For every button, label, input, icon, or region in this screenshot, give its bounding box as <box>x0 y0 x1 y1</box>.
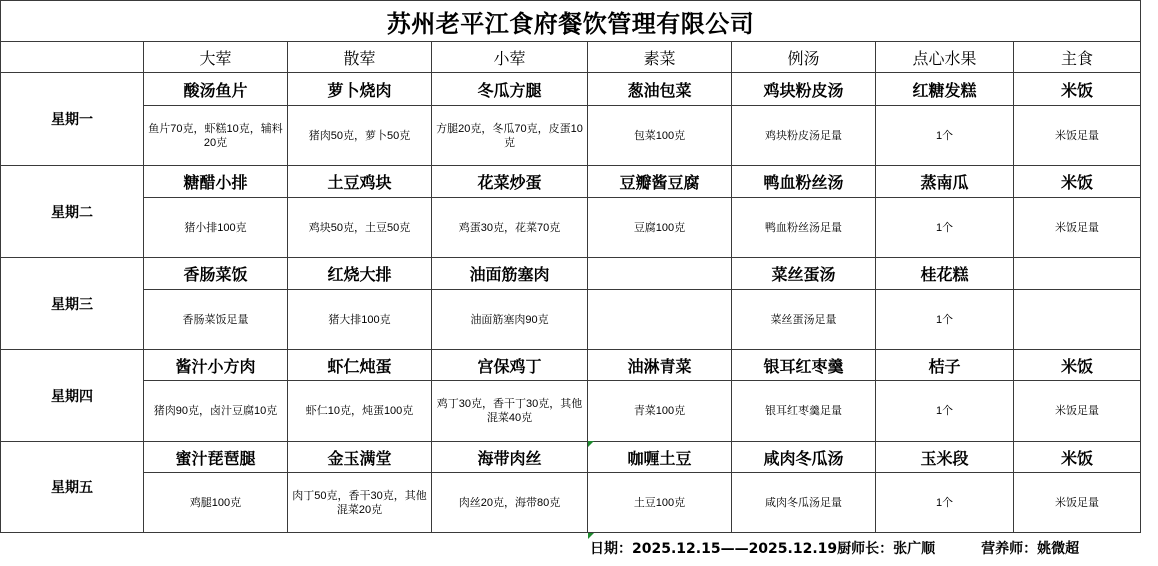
dish-cell: 酸汤鱼片 <box>144 73 288 106</box>
portion-cell: 1个 <box>876 106 1014 166</box>
portion-cell: 米饭足量 <box>1014 473 1141 533</box>
portion-cell: 菜丝蛋汤足量 <box>732 290 876 350</box>
dish-cell <box>1014 258 1141 290</box>
portion-cell: 鸡腿100克 <box>144 473 288 533</box>
comment-marker-icon <box>588 441 594 447</box>
portion-cell: 鱼片70克，虾糕10克，辅料20克 <box>144 106 288 166</box>
day-label: 星期三 <box>1 258 144 350</box>
portion-cell: 鸡丁30克，香干丁30克，其他混菜40克 <box>432 381 588 442</box>
header-sucai: 素菜 <box>588 42 732 73</box>
portion-cell <box>1014 290 1141 350</box>
portion-cell: 鸡蛋30克，花菜70克 <box>432 198 588 258</box>
dish-cell: 虾仁炖蛋 <box>288 350 432 381</box>
portion-cell: 土豆100克 <box>588 473 732 533</box>
header-litang: 例汤 <box>732 42 876 73</box>
dish-cell: 红糖发糕 <box>876 73 1014 106</box>
portion-cell: 虾仁10克，炖蛋100克 <box>288 381 432 442</box>
portion-cell: 银耳红枣羹足量 <box>732 381 876 442</box>
dish-cell: 海带肉丝 <box>432 442 588 473</box>
dish-cell: 油淋青菜 <box>588 350 732 381</box>
dish-cell: 葱油包菜 <box>588 73 732 106</box>
day-label: 星期四 <box>1 350 144 442</box>
header-sanhun: 散荤 <box>288 42 432 73</box>
portion-cell: 米饭足量 <box>1014 381 1141 442</box>
portion-cell <box>588 290 732 350</box>
dish-cell: 鸭血粉丝汤 <box>732 166 876 198</box>
dish-cell: 鸡块粉皮汤 <box>732 73 876 106</box>
portion-cell: 猪大排100克 <box>288 290 432 350</box>
dish-cell: 冬瓜方腿 <box>432 73 588 106</box>
dish-cell: 豆瓣酱豆腐 <box>588 166 732 198</box>
portion-cell: 1个 <box>876 473 1014 533</box>
portion-cell: 猪肉50克，萝卜50克 <box>288 106 432 166</box>
dish-cell: 红烧大排 <box>288 258 432 290</box>
day-label: 星期一 <box>1 73 144 166</box>
chef-name: 厨师长：张广顺 <box>837 541 936 557</box>
portion-cell: 鸡块粉皮汤足量 <box>732 106 876 166</box>
portion-cell: 青菜100克 <box>588 381 732 442</box>
dish-cell: 米饭 <box>1014 73 1141 106</box>
portion-cell: 油面筋塞肉90克 <box>432 290 588 350</box>
dish-cell: 酱汁小方肉 <box>144 350 288 381</box>
dish-cell: 金玉满堂 <box>288 442 432 473</box>
portion-cell: 咸肉冬瓜汤足量 <box>732 473 876 533</box>
portion-cell: 1个 <box>876 290 1014 350</box>
dish-cell: 米饭 <box>1014 442 1141 473</box>
dish-cell <box>588 258 732 290</box>
portion-cell: 包菜100克 <box>588 106 732 166</box>
header-dianxin-shuiguo: 点心水果 <box>876 42 1014 73</box>
dish-cell: 银耳红枣羹 <box>732 350 876 381</box>
dish-cell: 蒸南瓜 <box>876 166 1014 198</box>
dish-cell: 萝卜烧肉 <box>288 73 432 106</box>
dish-cell: 土豆鸡块 <box>288 166 432 198</box>
day-label: 星期五 <box>1 442 144 533</box>
portion-cell: 方腿20克，冬瓜70克，皮蛋10克 <box>432 106 588 166</box>
header-xiaohun: 小荤 <box>432 42 588 73</box>
portion-cell: 1个 <box>876 198 1014 258</box>
header-dahun: 大荤 <box>144 42 288 73</box>
company-title: 苏州老平江食府餐饮管理有限公司 <box>1 1 1141 42</box>
dish-cell: 菜丝蛋汤 <box>732 258 876 290</box>
dish-cell: 桂花糕 <box>876 258 1014 290</box>
portion-cell: 香肠菜饭足量 <box>144 290 288 350</box>
portion-cell: 鸡块50克，土豆50克 <box>288 198 432 258</box>
dish-cell: 蜜汁琵琶腿 <box>144 442 288 473</box>
portion-cell: 1个 <box>876 381 1014 442</box>
day-label: 星期二 <box>1 166 144 258</box>
dish-cell: 米饭 <box>1014 350 1141 381</box>
date-range: 日期：2025.12.15——2025.12.19 <box>590 541 838 557</box>
portion-cell: 肉丁50克，香干30克，其他混菜20克 <box>288 473 432 533</box>
portion-cell: 肉丝20克，海带80克 <box>432 473 588 533</box>
portion-cell: 米饭足量 <box>1014 198 1141 258</box>
corner-cell <box>1 42 144 73</box>
header-zhushi: 主食 <box>1014 42 1141 73</box>
dish-cell: 咖喱土豆 <box>588 442 732 473</box>
dish-cell: 香肠菜饭 <box>144 258 288 290</box>
portion-cell: 鸭血粉丝汤足量 <box>732 198 876 258</box>
dish-cell: 桔子 <box>876 350 1014 381</box>
portion-cell: 米饭足量 <box>1014 106 1141 166</box>
footer-signature-line <box>590 538 1079 558</box>
dish-cell: 花菜炒蛋 <box>432 166 588 198</box>
dish-cell: 糖醋小排 <box>144 166 288 198</box>
dish-cell: 油面筋塞肉 <box>432 258 588 290</box>
portion-cell: 猪肉90克，卤汁豆腐10克 <box>144 381 288 442</box>
portion-cell: 猪小排100克 <box>144 198 288 258</box>
dish-cell: 咸肉冬瓜汤 <box>732 442 876 473</box>
dish-cell: 宫保鸡丁 <box>432 350 588 381</box>
nutritionist-name: 营养师：姚微超 <box>981 541 1080 557</box>
dish-cell: 玉米段 <box>876 442 1014 473</box>
dish-cell: 米饭 <box>1014 166 1141 198</box>
portion-cell: 豆腐100克 <box>588 198 732 258</box>
